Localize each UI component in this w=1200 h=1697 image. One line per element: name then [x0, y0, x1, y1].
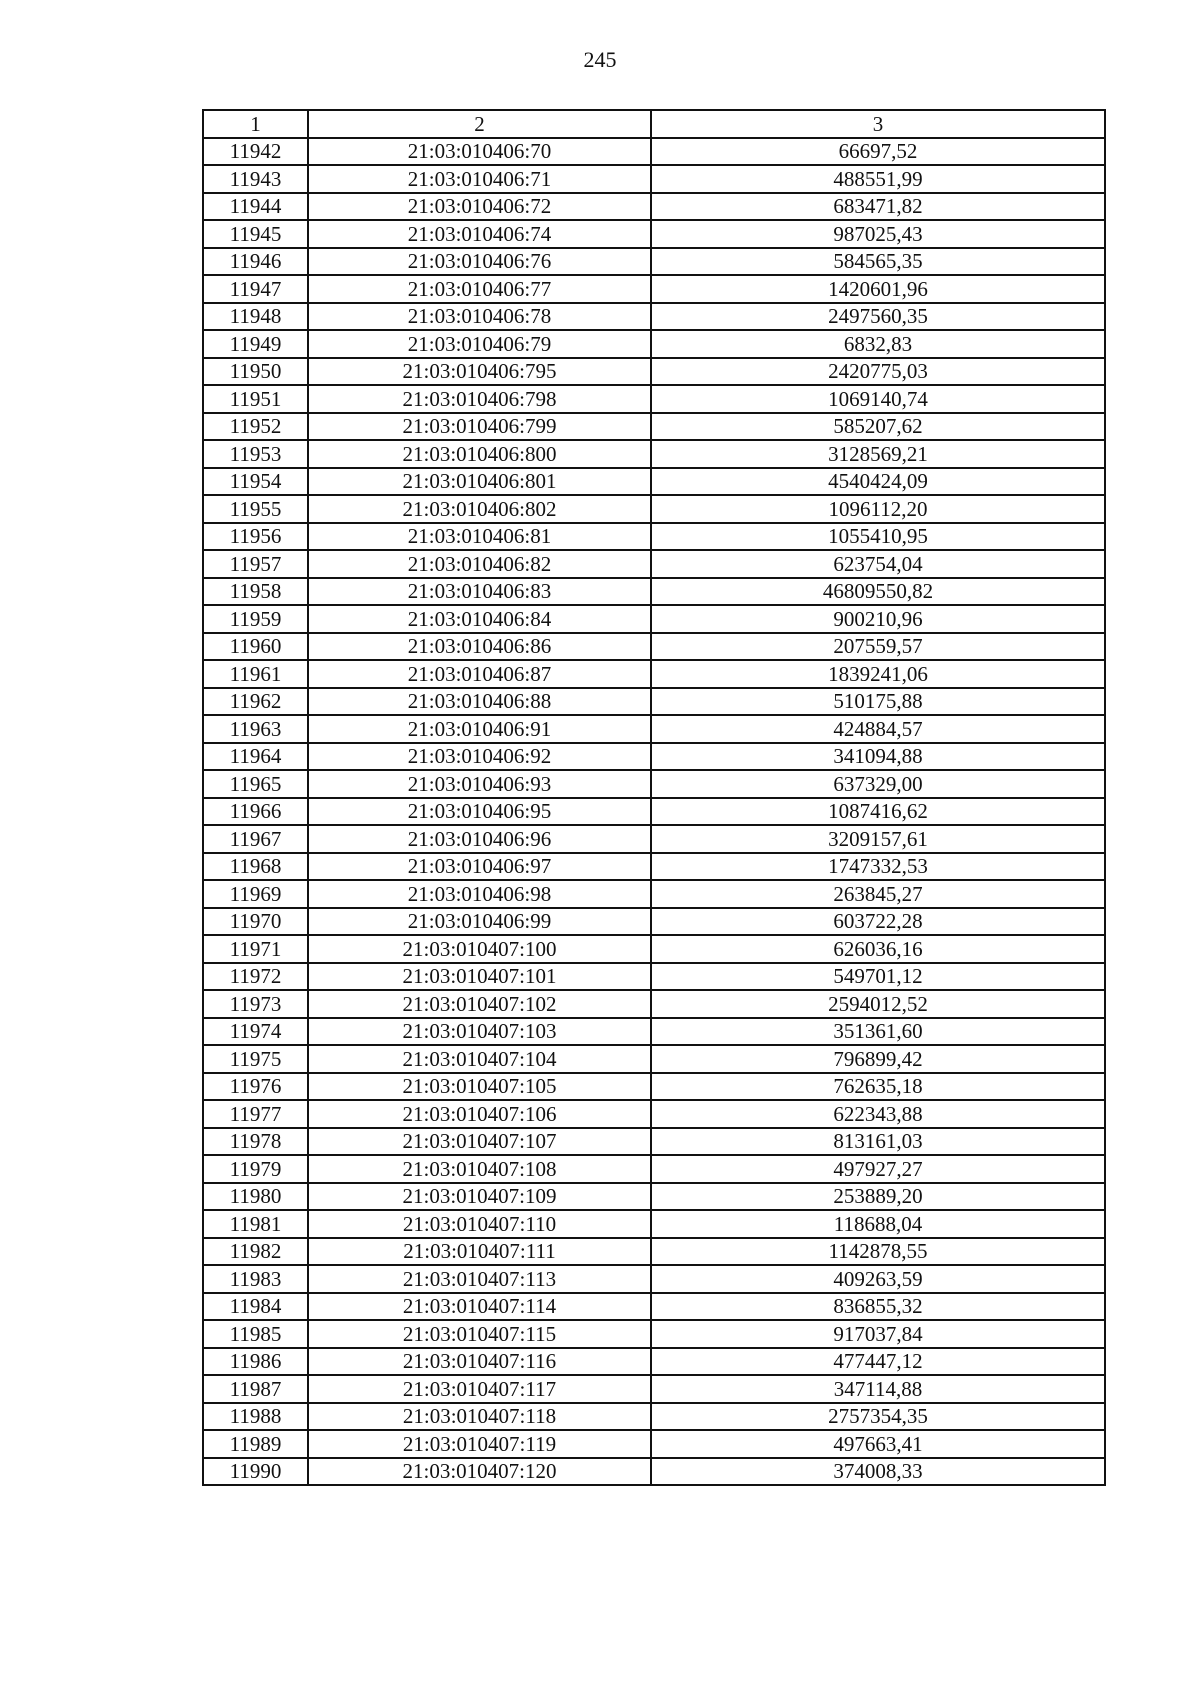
row-number-cell: 11988 [203, 1403, 308, 1431]
row-number-cell: 11948 [203, 303, 308, 331]
row-number-cell: 11960 [203, 633, 308, 661]
value-cell: 4540424,09 [651, 468, 1105, 496]
cadastral-number-cell: 21:03:010406:96 [308, 825, 651, 853]
value-cell: 637329,00 [651, 770, 1105, 798]
row-number-cell: 11978 [203, 1128, 308, 1156]
table-row [203, 1348, 1105, 1376]
table-body [203, 138, 1105, 1486]
cadastral-number-cell: 21:03:010406:799 [308, 413, 651, 441]
cadastral-number-cell: 21:03:010406:795 [308, 358, 651, 386]
table-row [203, 660, 1105, 688]
row-number-cell: 11964 [203, 743, 308, 771]
value-cell: 207559,57 [651, 633, 1105, 661]
row-number-cell: 11943 [203, 165, 308, 193]
value-cell: 488551,99 [651, 165, 1105, 193]
table-row [203, 880, 1105, 908]
row-number-cell: 11984 [203, 1293, 308, 1321]
table-row [203, 275, 1105, 303]
value-cell: 813161,03 [651, 1128, 1105, 1156]
value-cell: 2497560,35 [651, 303, 1105, 331]
row-number-cell: 11958 [203, 578, 308, 606]
table-row [203, 1293, 1105, 1321]
table-header-row [203, 110, 1105, 138]
cadastral-number-cell: 21:03:010407:116 [308, 1348, 651, 1376]
row-number-cell: 11959 [203, 605, 308, 633]
row-number-cell: 11979 [203, 1155, 308, 1183]
table-row [203, 605, 1105, 633]
row-number-cell: 11981 [203, 1210, 308, 1238]
cadastral-number-cell: 21:03:010407:106 [308, 1100, 651, 1128]
table-row [203, 1210, 1105, 1238]
table-row [203, 468, 1105, 496]
table-row [203, 770, 1105, 798]
row-number-cell: 11950 [203, 358, 308, 386]
value-cell: 549701,12 [651, 963, 1105, 991]
cadastral-number-cell: 21:03:010406:800 [308, 440, 651, 468]
table-row [203, 358, 1105, 386]
cadastral-number-cell: 21:03:010406:77 [308, 275, 651, 303]
cadastral-number-cell: 21:03:010407:101 [308, 963, 651, 991]
cadastral-number-cell: 21:03:010407:102 [308, 990, 651, 1018]
table-row [203, 825, 1105, 853]
cadastral-number-cell: 21:03:010406:798 [308, 385, 651, 413]
row-number-cell: 11989 [203, 1430, 308, 1458]
table-header [203, 110, 1105, 138]
cadastral-number-cell: 21:03:010406:79 [308, 330, 651, 358]
column-header-2: 2 [308, 110, 651, 138]
row-number-cell: 11956 [203, 523, 308, 551]
row-number-cell: 11963 [203, 715, 308, 743]
table-row [203, 990, 1105, 1018]
table-row [203, 1265, 1105, 1293]
table-row [203, 798, 1105, 826]
row-number-cell: 11951 [203, 385, 308, 413]
value-cell: 585207,62 [651, 413, 1105, 441]
value-cell: 66697,52 [651, 138, 1105, 166]
cadastral-number-cell: 21:03:010406:97 [308, 853, 651, 881]
value-cell: 2594012,52 [651, 990, 1105, 1018]
row-number-cell: 11947 [203, 275, 308, 303]
table-row [203, 165, 1105, 193]
cadastral-number-cell: 21:03:010406:88 [308, 688, 651, 716]
table-row [203, 1320, 1105, 1348]
row-number-cell: 11949 [203, 330, 308, 358]
value-cell: 626036,16 [651, 935, 1105, 963]
row-number-cell: 11952 [203, 413, 308, 441]
table-row [203, 1430, 1105, 1458]
table-row [203, 963, 1105, 991]
cadastral-number-cell: 21:03:010407:109 [308, 1183, 651, 1211]
row-number-cell: 11980 [203, 1183, 308, 1211]
table-row [203, 1045, 1105, 1073]
row-number-cell: 11973 [203, 990, 308, 1018]
cadastral-number-cell: 21:03:010407:114 [308, 1293, 651, 1321]
cadastral-number-cell: 21:03:010407:105 [308, 1073, 651, 1101]
row-number-cell: 11986 [203, 1348, 308, 1376]
cadastral-number-cell: 21:03:010406:82 [308, 550, 651, 578]
cadastral-number-cell: 21:03:010407:104 [308, 1045, 651, 1073]
column-header-3: 3 [651, 110, 1105, 138]
value-cell: 510175,88 [651, 688, 1105, 716]
value-cell: 1087416,62 [651, 798, 1105, 826]
cadastral-number-cell: 21:03:010406:93 [308, 770, 651, 798]
cadastral-number-cell: 21:03:010407:111 [308, 1238, 651, 1266]
table-row [203, 1155, 1105, 1183]
cadastral-value-table [202, 109, 1106, 1486]
table-row [203, 1458, 1105, 1486]
cadastral-number-cell: 21:03:010406:801 [308, 468, 651, 496]
cadastral-number-cell: 21:03:010406:92 [308, 743, 651, 771]
value-cell: 1142878,55 [651, 1238, 1105, 1266]
table-row [203, 248, 1105, 276]
cadastral-number-cell: 21:03:010407:117 [308, 1375, 651, 1403]
value-cell: 762635,18 [651, 1073, 1105, 1101]
cadastral-number-cell: 21:03:010406:72 [308, 193, 651, 221]
value-cell: 3209157,61 [651, 825, 1105, 853]
cadastral-number-cell: 21:03:010406:81 [308, 523, 651, 551]
row-number-cell: 11957 [203, 550, 308, 578]
table-row [203, 1073, 1105, 1101]
cadastral-number-cell: 21:03:010407:108 [308, 1155, 651, 1183]
row-number-cell: 11944 [203, 193, 308, 221]
table-row [203, 1183, 1105, 1211]
value-cell: 917037,84 [651, 1320, 1105, 1348]
value-cell: 623754,04 [651, 550, 1105, 578]
table-row [203, 1018, 1105, 1046]
table-row [203, 853, 1105, 881]
cadastral-number-cell: 21:03:010407:100 [308, 935, 651, 963]
row-number-cell: 11945 [203, 220, 308, 248]
value-cell: 584565,35 [651, 248, 1105, 276]
cadastral-number-cell: 21:03:010406:70 [308, 138, 651, 166]
row-number-cell: 11953 [203, 440, 308, 468]
table-row [203, 908, 1105, 936]
value-cell: 6832,83 [651, 330, 1105, 358]
value-cell: 1069140,74 [651, 385, 1105, 413]
row-number-cell: 11970 [203, 908, 308, 936]
value-cell: 622343,88 [651, 1100, 1105, 1128]
row-number-cell: 11990 [203, 1458, 308, 1486]
cadastral-number-cell: 21:03:010407:120 [308, 1458, 651, 1486]
table-row [203, 523, 1105, 551]
row-number-cell: 11942 [203, 138, 308, 166]
value-cell: 409263,59 [651, 1265, 1105, 1293]
cadastral-number-cell: 21:03:010407:118 [308, 1403, 651, 1431]
table-row [203, 633, 1105, 661]
cadastral-number-cell: 21:03:010406:76 [308, 248, 651, 276]
cadastral-number-cell: 21:03:010406:95 [308, 798, 651, 826]
value-cell: 1055410,95 [651, 523, 1105, 551]
cadastral-number-cell: 21:03:010406:78 [308, 303, 651, 331]
table-row [203, 1128, 1105, 1156]
table-row [203, 550, 1105, 578]
row-number-cell: 11976 [203, 1073, 308, 1101]
column-header-1: 1 [203, 110, 308, 138]
cadastral-number-cell: 21:03:010406:87 [308, 660, 651, 688]
row-number-cell: 11983 [203, 1265, 308, 1293]
table-row [203, 1100, 1105, 1128]
value-cell: 46809550,82 [651, 578, 1105, 606]
value-cell: 351361,60 [651, 1018, 1105, 1046]
cadastral-number-cell: 21:03:010406:86 [308, 633, 651, 661]
table-row [203, 688, 1105, 716]
row-number-cell: 11961 [203, 660, 308, 688]
value-cell: 374008,33 [651, 1458, 1105, 1486]
value-cell: 987025,43 [651, 220, 1105, 248]
cadastral-number-cell: 21:03:010407:113 [308, 1265, 651, 1293]
table-row [203, 330, 1105, 358]
value-cell: 2757354,35 [651, 1403, 1105, 1431]
table-row [203, 220, 1105, 248]
value-cell: 1420601,96 [651, 275, 1105, 303]
cadastral-number-cell: 21:03:010407:110 [308, 1210, 651, 1238]
value-cell: 497927,27 [651, 1155, 1105, 1183]
cadastral-number-cell: 21:03:010406:71 [308, 165, 651, 193]
row-number-cell: 11968 [203, 853, 308, 881]
value-cell: 263845,27 [651, 880, 1105, 908]
row-number-cell: 11982 [203, 1238, 308, 1266]
cadastral-number-cell: 21:03:010407:115 [308, 1320, 651, 1348]
row-number-cell: 11962 [203, 688, 308, 716]
table-row [203, 385, 1105, 413]
table-row [203, 1375, 1105, 1403]
table-row [203, 495, 1105, 523]
value-cell: 347114,88 [651, 1375, 1105, 1403]
cadastral-number-cell: 21:03:010406:74 [308, 220, 651, 248]
value-cell: 424884,57 [651, 715, 1105, 743]
row-number-cell: 11969 [203, 880, 308, 908]
row-number-cell: 11971 [203, 935, 308, 963]
value-cell: 1096112,20 [651, 495, 1105, 523]
table-row [203, 193, 1105, 221]
table-row [203, 303, 1105, 331]
value-cell: 3128569,21 [651, 440, 1105, 468]
row-number-cell: 11954 [203, 468, 308, 496]
value-cell: 900210,96 [651, 605, 1105, 633]
row-number-cell: 11946 [203, 248, 308, 276]
table-row [203, 578, 1105, 606]
row-number-cell: 11966 [203, 798, 308, 826]
value-cell: 603722,28 [651, 908, 1105, 936]
table-row [203, 413, 1105, 441]
value-cell: 796899,42 [651, 1045, 1105, 1073]
cadastral-number-cell: 21:03:010406:84 [308, 605, 651, 633]
value-cell: 118688,04 [651, 1210, 1105, 1238]
table-row [203, 440, 1105, 468]
row-number-cell: 11965 [203, 770, 308, 798]
row-number-cell: 11955 [203, 495, 308, 523]
value-cell: 341094,88 [651, 743, 1105, 771]
row-number-cell: 11985 [203, 1320, 308, 1348]
value-cell: 253889,20 [651, 1183, 1105, 1211]
row-number-cell: 11972 [203, 963, 308, 991]
cadastral-number-cell: 21:03:010406:91 [308, 715, 651, 743]
table-row [203, 743, 1105, 771]
cadastral-number-cell: 21:03:010407:103 [308, 1018, 651, 1046]
table-row [203, 138, 1105, 166]
value-cell: 1747332,53 [651, 853, 1105, 881]
cadastral-number-cell: 21:03:010406:802 [308, 495, 651, 523]
value-cell: 2420775,03 [651, 358, 1105, 386]
value-cell: 683471,82 [651, 193, 1105, 221]
value-cell: 497663,41 [651, 1430, 1105, 1458]
row-number-cell: 11977 [203, 1100, 308, 1128]
cadastral-number-cell: 21:03:010406:83 [308, 578, 651, 606]
row-number-cell: 11987 [203, 1375, 308, 1403]
row-number-cell: 11975 [203, 1045, 308, 1073]
value-cell: 1839241,06 [651, 660, 1105, 688]
value-cell: 836855,32 [651, 1293, 1105, 1321]
page-number: 245 [583, 47, 617, 72]
table-row [203, 1238, 1105, 1266]
cadastral-number-cell: 21:03:010406:99 [308, 908, 651, 936]
table-row [203, 1403, 1105, 1431]
cadastral-number-cell: 21:03:010407:119 [308, 1430, 651, 1458]
table-row [203, 935, 1105, 963]
row-number-cell: 11967 [203, 825, 308, 853]
row-number-cell: 11974 [203, 1018, 308, 1046]
cadastral-number-cell: 21:03:010407:107 [308, 1128, 651, 1156]
cadastral-number-cell: 21:03:010406:98 [308, 880, 651, 908]
table-row [203, 715, 1105, 743]
value-cell: 477447,12 [651, 1348, 1105, 1376]
